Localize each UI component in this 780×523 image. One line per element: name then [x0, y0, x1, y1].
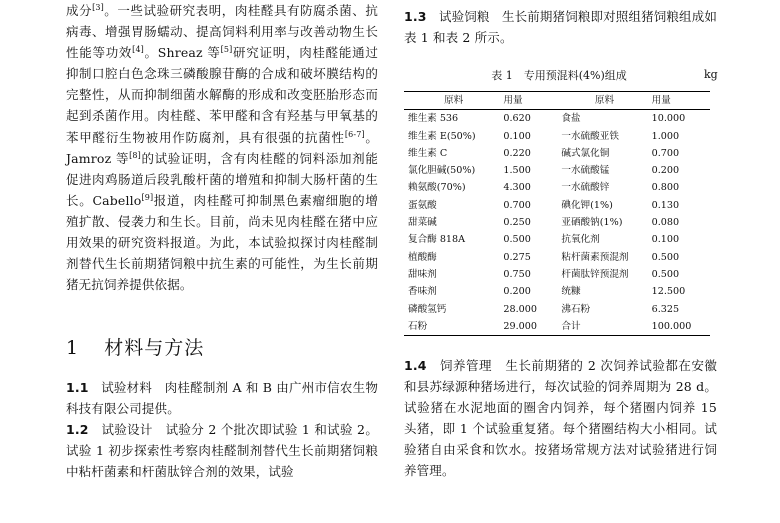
ingredient-cell: 磷酸氢钙 [408, 303, 447, 315]
table-caption: 表 1 专用预混料(4%)组成 [491, 69, 627, 82]
subsection-title: 试验饲粮 [438, 9, 490, 24]
subsection-text: 试验分 2 个批次即试验 1 和试验 2。试验 1 初步探索性考察肉桂醛制剂替代生长前期猪饲粮中粘杆菌素和杆菌肽锌合剂的效果，试验 [66, 422, 378, 480]
amount-cell: 1.500 [503, 165, 531, 177]
amount-cell: 0.200 [651, 165, 680, 177]
subsection-title: 饲养管理 [440, 358, 492, 373]
ingredient-cell: 杆菌肽锌预混剂 [561, 268, 629, 280]
ingredient-cell: 碘化钾(1%) [561, 199, 613, 211]
subsection-number: 1.2 [66, 422, 89, 437]
subsection-1-4 [404, 355, 717, 482]
ingredient-cell: 一水硫酸锰 [561, 165, 610, 177]
citation-ref: [6-7] [344, 129, 365, 139]
ingredient-cell: 一水硫酸亚铁 [561, 130, 619, 142]
ingredient-cell: 粘杆菌素预混剂 [561, 251, 629, 263]
ingredient-cell: 赖氨酸(70%) [408, 182, 466, 194]
table-row [404, 318, 710, 336]
ingredient-cell: 甜味剂 [408, 268, 437, 280]
ingredient-cell: 香味剂 [408, 286, 437, 298]
amount-cell: 0.620 [503, 113, 531, 125]
ingredient-cell: 甜菜碱 [408, 217, 437, 229]
table-row [404, 197, 710, 214]
subsection-1-2 [66, 419, 378, 482]
amount-cell: 0.800 [651, 182, 680, 194]
subsection-text: 生长前期猪的 2 次饲养试验都在安徽和县苏绿源种猪场进行，每次试验的饲养周期为 28 d。试验猪在水泥地面的圈舍内饲养，每个猪圈内饲养 15 头猪，即 1 个试验重复猪。每个猪圈结构大小相同。试验猪自由采食和饮水。按猪场常规方法对试验猪进行饲养管理。 [404, 358, 717, 479]
amount-cell: 0.500 [503, 234, 531, 246]
subsection-number: 1.3 [404, 9, 427, 24]
amount-cell: 0.220 [503, 147, 531, 159]
paragraph-text: 的试验证明，含有肉桂醛的饲料添加剂能促进肉鸡肠道后段乳酸杆菌的增殖和抑制大肠杆菌的生长。Cabello [66, 150, 379, 208]
amount-cell: 0.130 [651, 199, 680, 211]
amount-cell: 0.700 [503, 199, 531, 211]
table-row [404, 266, 710, 283]
paragraph-text: 。Jamroz 等 [66, 129, 378, 166]
subsection-number: 1.1 [66, 380, 89, 395]
amount-cell: 0.100 [651, 234, 680, 246]
header-ingredient: 原料 [444, 95, 464, 106]
ingredient-cell: 蛋氨酸 [408, 199, 437, 211]
table-row [404, 231, 710, 248]
ingredient-cell: 植酸酶 [408, 251, 437, 263]
amount-cell: 0.250 [503, 217, 531, 229]
amount-cell: 1.000 [651, 130, 680, 142]
citation-ref: [4] [132, 45, 144, 55]
table-row [404, 283, 710, 300]
amount-cell: 0.200 [503, 286, 531, 298]
ingredient-cell: 维生素 536 [408, 113, 459, 125]
paragraph-text: 研究证明，肉桂醛能通过抑制口腔白色念珠三磷酸腺苷酶的合成和破坏膜结构的完整性，从而抑制细菌水解酶的形成和改变胚胎形态而起到杀菌作用。肉桂醛、苯甲醛和含有羟基与甲氧基的苯甲醛衍生物被用作防腐剂，具有很强的抗菌性 [66, 45, 378, 145]
ingredient-cell: 抗氧化剂 [561, 234, 600, 246]
ingredient-cell: 碱式氯化铜 [561, 147, 610, 159]
header-amount: 用量 [651, 95, 671, 106]
subsection-1-1 [66, 377, 378, 419]
ingredient-cell: 石粉 [408, 320, 428, 332]
citation-ref: [3] [92, 3, 104, 12]
amount-cell: 0.500 [651, 268, 680, 280]
header-ingredient: 原料 [594, 95, 615, 106]
intro-paragraph [66, 0, 378, 295]
citation-ref: [9] [141, 192, 154, 202]
subsection-title: 试验材料 [101, 380, 153, 395]
paragraph-text: 报道，肉桂醛可抑制黑色素瘤细胞的增殖扩散、侵袭力和生长。目前，尚未见肉桂醛在猪中应用效果的研究资料报道。为此，本试验拟探讨肉桂醛制剂替代生长前期猪饲粮中抗生素的可能性，为生长前期猪无抗饲养提供依据。 [66, 192, 378, 293]
subsection-text: 生长前期猪饲粮即对照组猪饲粮组成如表 1 和表 2 所示。 [404, 9, 718, 46]
amount-cell: 0.080 [651, 217, 680, 229]
subsection-text: 肉桂醛制剂 A 和 B 由广州市信农生物科技有限公司提供。 [66, 380, 378, 417]
table-unit: kg [704, 68, 718, 81]
amount-cell: 100.000 [651, 320, 692, 332]
table-row [404, 179, 710, 196]
paragraph-text: 成分 [66, 3, 93, 18]
header-amount: 用量 [503, 95, 523, 106]
ingredient-cell: 沸石粉 [561, 303, 591, 315]
table-row [404, 214, 710, 231]
section-title: 材料与方法 [104, 337, 205, 359]
premix-table [404, 91, 710, 336]
table-row [404, 162, 710, 179]
section-number: 1 [66, 337, 80, 359]
citation-ref: [8] [129, 150, 141, 160]
ingredient-cell: 氯化胆碱(50%) [408, 165, 476, 177]
amount-cell: 4.300 [503, 182, 531, 194]
subsection-1-3 [404, 6, 717, 48]
paragraph-text: 。一些试验研究表明，肉桂醛具有防腐杀菌、抗病毒、增强胃肠蠕动、提高饲料利用率与改善动物生长性能等功效 [66, 3, 378, 61]
ingredient-cell: 维生素 E(50%) [408, 130, 476, 142]
table-row [404, 249, 710, 266]
ingredient-cell: 统糠 [561, 286, 581, 298]
amount-cell: 0.750 [503, 268, 531, 280]
ingredient-cell: 食盐 [561, 113, 581, 125]
ingredient-cell: 一水硫酸锌 [561, 182, 610, 194]
left-column [66, 0, 379, 480]
amount-cell: 12.500 [651, 286, 686, 298]
ingredient-cell: 维生素 C [408, 147, 448, 159]
table-row [404, 110, 710, 128]
ingredient-cell: 复合酶 818A [408, 234, 466, 246]
section-1-heading [66, 333, 378, 360]
paragraph-text: 。Shreaz 等 [143, 45, 221, 61]
subsection-number: 1.4 [404, 358, 427, 373]
amount-cell: 28.000 [503, 303, 537, 315]
citation-ref: [5] [220, 45, 233, 55]
amount-cell: 0.275 [503, 251, 531, 263]
amount-cell: 6.325 [651, 303, 680, 315]
ingredient-cell: 合计 [561, 320, 581, 332]
table-header-row [404, 92, 710, 110]
amount-cell: 0.700 [651, 147, 680, 159]
table-row [404, 301, 710, 318]
subsection-title: 试验设计 [101, 422, 153, 437]
table-row [404, 128, 710, 145]
amount-cell: 10.000 [651, 113, 686, 125]
amount-cell: 0.500 [651, 251, 680, 263]
amount-cell: 29.000 [503, 320, 537, 332]
table-row [404, 145, 710, 162]
ingredient-cell: 亚硒酸钠(1%) [561, 217, 623, 229]
amount-cell: 0.100 [503, 130, 531, 142]
